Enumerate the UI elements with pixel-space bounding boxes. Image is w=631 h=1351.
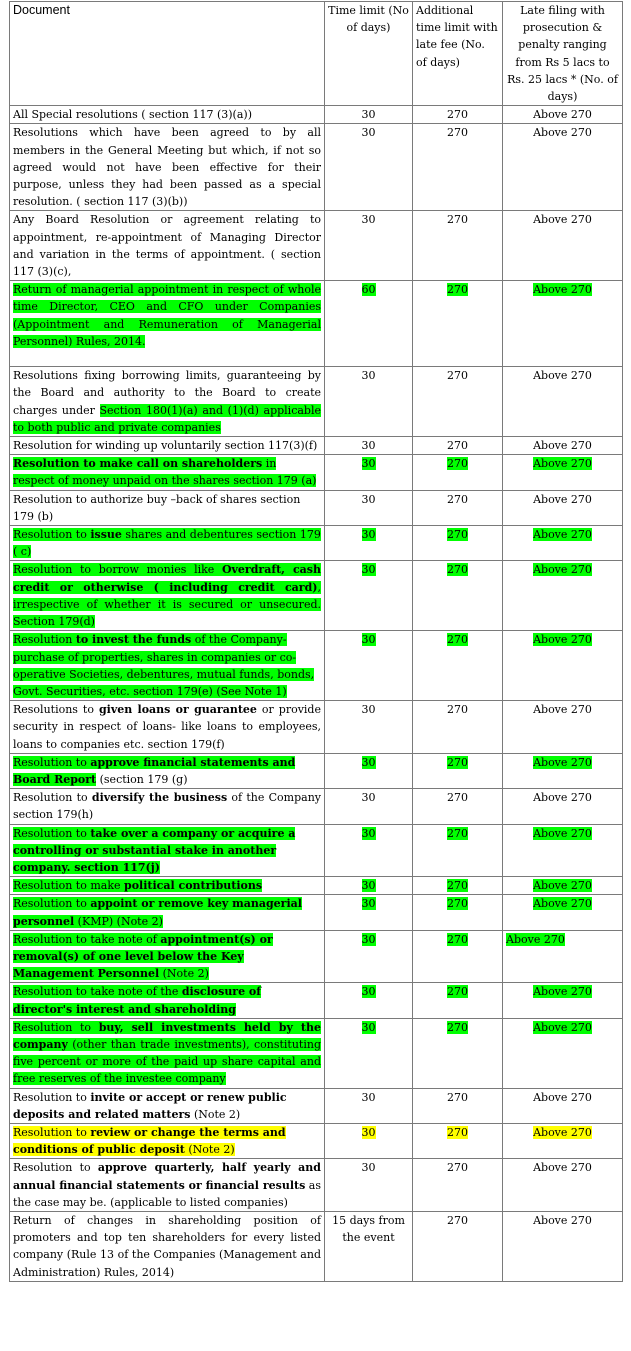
- additional-cell: 270: [413, 490, 503, 525]
- time-limit-cell: 30: [325, 789, 413, 824]
- document-cell: Any Board Resolution or agreement relating to appointment, re-appointment of Managing Director and variation in the terms of appointment. ( section 117 (3)(c),: [10, 211, 325, 281]
- highlighted-bold-text: buy, sell investments held by the company: [13, 1020, 321, 1051]
- document-cell: [10, 1018, 325, 1088]
- table-row: [10, 526, 623, 561]
- late-filing-cell: [503, 753, 623, 788]
- highlighted-value: 30: [361, 528, 376, 542]
- highlighted-text: Resolution to make: [13, 879, 125, 893]
- highlighted-text: Resolution to: [13, 897, 91, 911]
- table-row: [10, 490, 623, 525]
- table-row: [10, 106, 623, 124]
- table-row: [10, 877, 623, 895]
- document-cell: Resolutions which have been agreed to by all members in the General Meeting but which, if not so agreed would not have been effective for their purpose, unless they had been passed as a special resolution. ( section 117 (3)(b)): [10, 124, 325, 211]
- highlighted-bold-text: issue: [90, 528, 122, 542]
- table-row: [10, 1159, 623, 1212]
- document-text: (section 179 (g): [96, 772, 188, 786]
- late-filing-cell: [503, 561, 623, 631]
- late-filing-cell: [503, 877, 623, 895]
- highlighted-text: Resolution to borrow monies like: [13, 563, 222, 577]
- highlighted-bold-text: take over a company or acquire a controlling or substantial stake in another company. section 117(j): [13, 826, 296, 874]
- document-cell: All Special resolutions ( section 117 (3)(a)): [10, 106, 325, 124]
- table-row: [10, 701, 623, 754]
- highlighted-text: , irrespective of whether it is secured or unsecured. Section 179(d): [13, 580, 321, 629]
- highlighted-value: 270: [447, 528, 468, 542]
- highlighted-text: in respect of money unpaid on the shares section 179 (a): [13, 457, 317, 488]
- time-limit-cell: 30: [325, 211, 413, 281]
- document-cell: [10, 877, 325, 895]
- additional-cell: [413, 631, 503, 701]
- highlighted-text: Resolution to take note of: [13, 932, 161, 946]
- highlighted-value: 30: [361, 1125, 376, 1139]
- highlighted-text: (other than trade investments), constituting five percent or more of the paid up share capital and free reserves of the investee company: [13, 1037, 321, 1086]
- additional-cell: 270: [413, 106, 503, 124]
- late-filing-cell: Above 270: [503, 1159, 623, 1212]
- highlighted-value: 30: [361, 563, 376, 577]
- highlighted-value: 60: [361, 283, 376, 297]
- late-filing-cell: Above 270: [503, 490, 623, 525]
- highlighted-value: Above 270: [533, 1020, 592, 1034]
- time-limit-cell: 30: [325, 1088, 413, 1123]
- highlighted-value: 270: [447, 897, 468, 911]
- additional-cell: [413, 930, 503, 983]
- highlighted-value: Above 270: [533, 563, 592, 577]
- table-row: [10, 455, 623, 490]
- document-cell: [10, 753, 325, 788]
- bold-text: approve quarterly, half yearly and annual financial statements or financial results: [13, 1161, 321, 1192]
- time-limit-cell: [325, 983, 413, 1018]
- highlighted-bold-text: Resolution to make call on shareholders: [13, 457, 263, 471]
- time-limit-cell: [325, 930, 413, 983]
- time-limit-cell: [325, 455, 413, 490]
- highlighted-value: Above 270: [533, 755, 592, 769]
- bold-text: given loans or guarantee: [98, 703, 257, 717]
- time-limit-cell: [325, 824, 413, 877]
- header-row: [10, 2, 623, 106]
- time-limit-cell: 30: [325, 437, 413, 455]
- document-text: of the Company section 179(h): [13, 791, 321, 822]
- time-limit-cell: [325, 877, 413, 895]
- time-limit-cell: 30: [325, 490, 413, 525]
- table-row: [10, 1088, 623, 1123]
- highlighted-bold-text: review or change the terms and conditions of public deposit: [13, 1125, 286, 1157]
- filing-time-limits-table: [9, 1, 623, 1282]
- table-row: [10, 1018, 623, 1088]
- late-filing-cell: [503, 526, 623, 561]
- late-filing-cell: [503, 824, 623, 877]
- time-limit-cell: [325, 1018, 413, 1088]
- table-row: [10, 211, 623, 281]
- additional-cell: 270: [413, 789, 503, 824]
- time-limit-cell: [325, 631, 413, 701]
- document-cell: [10, 631, 325, 701]
- time-limit-cell: [325, 281, 413, 367]
- document-text: Resolutions to: [13, 703, 99, 717]
- late-filing-cell: [503, 930, 623, 983]
- bold-text: invite or accept or renew public deposits and related matters: [13, 1090, 287, 1121]
- header-document: Document: [10, 2, 325, 106]
- additional-cell: [413, 895, 503, 930]
- highlighted-value: 30: [361, 755, 376, 769]
- table-row: [10, 753, 623, 788]
- table-row: [10, 824, 623, 877]
- late-filing-cell: [503, 1018, 623, 1088]
- highlighted-value: 270: [447, 1020, 468, 1034]
- document-cell: [10, 930, 325, 983]
- highlighted-text: Resolution to: [13, 1125, 91, 1139]
- highlighted-value: Above 270: [533, 283, 592, 297]
- highlighted-value: 30: [361, 897, 376, 911]
- late-filing-cell: Above 270: [503, 701, 623, 754]
- document-cell: [10, 367, 325, 437]
- highlighted-text: Resolution to: [13, 755, 91, 769]
- highlighted-bold-text: political contributions: [124, 879, 263, 893]
- highlighted-value: 30: [361, 826, 376, 840]
- highlighted-value: 30: [361, 1020, 376, 1034]
- table-row: [10, 367, 623, 437]
- late-filing-cell: [503, 631, 623, 701]
- time-limit-cell: [325, 561, 413, 631]
- document-text: Resolutions fixing borrowing limits, guaranteeing by the Board and authority to the Board to create charges under: [13, 369, 321, 417]
- highlighted-value: 270: [447, 879, 468, 893]
- document-text: Resolution to: [13, 1090, 91, 1104]
- additional-cell: [413, 1123, 503, 1158]
- table-row: [10, 281, 623, 367]
- table-row: [10, 895, 623, 930]
- additional-cell: 270: [413, 1088, 503, 1123]
- late-filing-cell: Above 270: [503, 789, 623, 824]
- additional-cell: [413, 526, 503, 561]
- time-limit-cell: 15 days from the event: [325, 1212, 413, 1282]
- highlighted-text: (KMP) (Note 2): [74, 914, 163, 928]
- highlighted-value: 270: [447, 633, 468, 647]
- highlighted-text: Section 180(1)(a) and (1)(d) applicable to both public and private companies: [13, 403, 321, 434]
- additional-cell: [413, 983, 503, 1018]
- time-limit-cell: 30: [325, 1159, 413, 1212]
- highlighted-bold-text: Overdraft, cash credit or otherwise ( including credit card): [13, 563, 321, 594]
- document-text: Resolution to: [13, 1161, 98, 1175]
- document-cell: [10, 701, 325, 754]
- additional-cell: 270: [413, 1159, 503, 1212]
- document-text: Resolution to: [13, 791, 92, 805]
- highlighted-value: Above 270: [533, 528, 592, 542]
- document-text: or provide security in respect of loans- like loans to employees, loans to companies etc. section 179(f): [13, 703, 321, 751]
- table-row: [10, 124, 623, 211]
- document-cell: [10, 1159, 325, 1212]
- time-limit-cell: [325, 895, 413, 930]
- additional-cell: [413, 877, 503, 895]
- table-row: [10, 789, 623, 824]
- document-cell: [10, 455, 325, 490]
- additional-cell: 270: [413, 124, 503, 211]
- time-limit-cell: [325, 753, 413, 788]
- table-row: [10, 1123, 623, 1158]
- document-text: (Note 2): [190, 1107, 241, 1121]
- highlighted-text: Resolution to take note of the: [13, 985, 182, 999]
- time-limit-cell: 30: [325, 106, 413, 124]
- highlighted-text: of the Company- purchase of properties, shares in companies or co-operative Societies, debentures, mutual funds, bonds, Govt. Securities, etc. section 179(e) (See Note 1): [13, 633, 315, 698]
- document-cell: [10, 983, 325, 1018]
- highlighted-text: Resolution: [13, 633, 76, 647]
- late-filing-cell: Above 270: [503, 124, 623, 211]
- document-cell: [10, 1123, 325, 1158]
- highlighted-value: Above 270: [533, 897, 592, 911]
- highlighted-text: Resolution to: [13, 826, 91, 840]
- late-filing-cell: Above 270: [503, 437, 623, 455]
- document-cell: [10, 789, 325, 824]
- highlighted-value: Above 270: [533, 879, 592, 893]
- highlighted-value: 30: [361, 879, 376, 893]
- additional-cell: 270: [413, 367, 503, 437]
- late-filing-cell: Above 270: [503, 1212, 623, 1282]
- late-filing-cell: Above 270: [503, 106, 623, 124]
- additional-cell: 270: [413, 1212, 503, 1282]
- highlighted-value: 30: [361, 633, 376, 647]
- time-limit-cell: [325, 1123, 413, 1158]
- highlighted-text: (Note 2): [184, 1143, 235, 1157]
- additional-cell: [413, 281, 503, 367]
- document-cell: [10, 895, 325, 930]
- late-filing-cell: [503, 455, 623, 490]
- header-late-filing: Late filing with prosecution & penalty ranging from Rs 5 lacs to Rs. 25 lacs * (No. of days): [503, 2, 623, 106]
- highlighted-bold-text: to invest the funds: [75, 633, 192, 647]
- document-cell: Resolution for winding up voluntarily section 117(3)(f): [10, 437, 325, 455]
- highlighted-value: 270: [447, 755, 468, 769]
- late-filing-cell: [503, 895, 623, 930]
- additional-cell: [413, 1018, 503, 1088]
- table-row: [10, 930, 623, 983]
- highlighted-value: 270: [447, 563, 468, 577]
- highlighted-bold-text: appoint or remove key managerial personnel: [13, 897, 302, 928]
- additional-cell: [413, 561, 503, 631]
- highlighted-value: Above 270: [533, 1125, 592, 1139]
- late-filing-cell: Above 270: [503, 367, 623, 437]
- highlighted-value: 30: [361, 932, 376, 946]
- highlighted-value: Above 270: [533, 633, 592, 647]
- additional-cell: 270: [413, 437, 503, 455]
- table-row: [10, 437, 623, 455]
- highlighted-value: 270: [447, 932, 468, 946]
- time-limit-cell: 30: [325, 124, 413, 211]
- highlighted-value: Above 270: [533, 457, 592, 471]
- document-text: as the case may be. (applicable to listed companies): [13, 1178, 322, 1209]
- document-cell: [10, 561, 325, 631]
- highlighted-value: 30: [361, 985, 376, 999]
- highlighted-bold-text: approve financial statements and Board Report: [13, 755, 296, 786]
- highlighted-bold-text: disclosure of director's interest and shareholding: [13, 985, 262, 1016]
- highlighted-text: Resolution to: [13, 528, 91, 542]
- highlighted-text: Resolution to: [13, 1020, 99, 1034]
- highlighted-value: 30: [361, 457, 376, 471]
- document-cell: [10, 281, 325, 367]
- additional-cell: 270: [413, 701, 503, 754]
- late-filing-cell: Above 270: [503, 211, 623, 281]
- late-filing-cell: [503, 281, 623, 367]
- highlighted-text: shares and debentures section 179 ( c): [13, 528, 321, 559]
- highlighted-value: 270: [447, 283, 468, 297]
- time-limit-cell: 30: [325, 367, 413, 437]
- document-cell: [10, 824, 325, 877]
- additional-cell: [413, 753, 503, 788]
- late-filing-cell: [503, 983, 623, 1018]
- document-cell: Return of changes in shareholding position of promoters and top ten shareholders for every listed company (Rule 13 of the Companies (Management and Administration) Rules, 2014): [10, 1212, 325, 1282]
- table-row: [10, 983, 623, 1018]
- highlighted-value: 270: [447, 985, 468, 999]
- late-filing-cell: Above 270: [503, 1088, 623, 1123]
- highlighted-value: 270: [447, 457, 468, 471]
- header-time-limit: Time limit (No of days): [325, 2, 413, 106]
- late-filing-cell: [503, 1123, 623, 1158]
- header-additional-time: Additional time limit with late fee (No. of days): [413, 2, 503, 106]
- highlighted-value: Above 270: [506, 932, 565, 946]
- additional-cell: 270: [413, 211, 503, 281]
- time-limit-cell: [325, 526, 413, 561]
- document-cell: [10, 526, 325, 561]
- table-row: [10, 1212, 623, 1282]
- highlighted-bold-text: appointment(s) or removal(s) of one level below the Key Management Personnel: [13, 932, 273, 981]
- highlighted-text: Return of managerial appointment in respect of whole time Director, CEO and CFO under Companies (Appointment and Remuneration of Managerial Personnel) Rules, 2014.: [13, 283, 321, 348]
- time-limit-cell: 30: [325, 701, 413, 754]
- document-cell: [10, 1088, 325, 1123]
- additional-cell: [413, 455, 503, 490]
- table-row: [10, 561, 623, 631]
- document-cell: Resolution to authorize buy –back of shares section 179 (b): [10, 490, 325, 525]
- table-row: [10, 631, 623, 701]
- highlighted-value: Above 270: [533, 826, 592, 840]
- highlighted-value: 270: [447, 826, 468, 840]
- highlighted-text: (Note 2): [159, 967, 209, 981]
- highlighted-value: 270: [447, 1125, 468, 1139]
- additional-cell: [413, 824, 503, 877]
- bold-text: diversify the business: [91, 791, 228, 805]
- highlighted-value: Above 270: [533, 985, 592, 999]
